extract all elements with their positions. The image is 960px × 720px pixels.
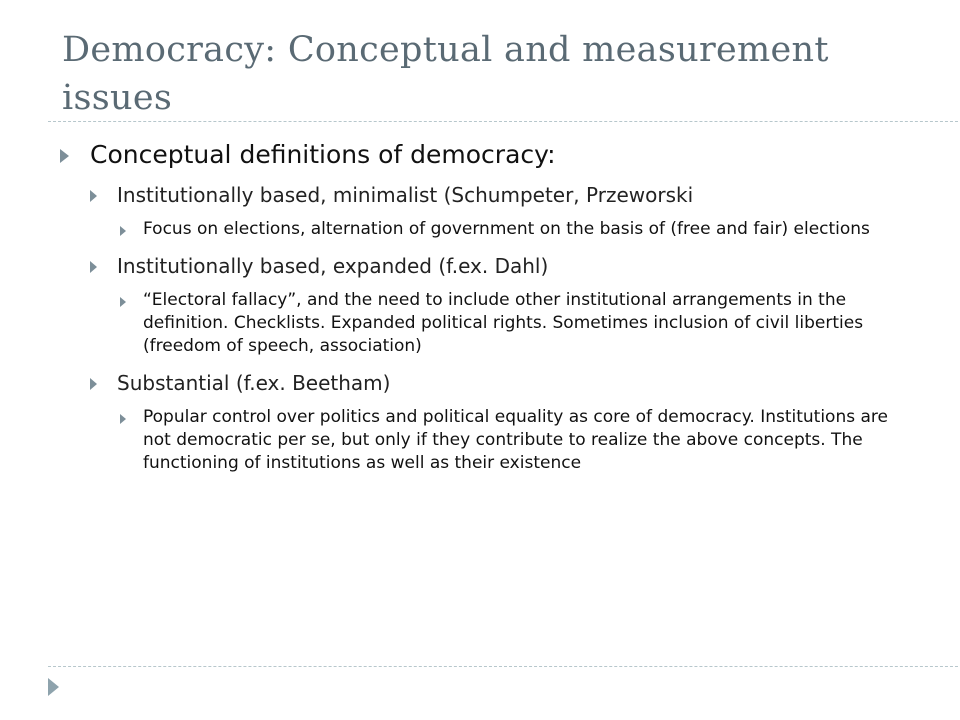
bullet-item-level-2 bbox=[58, 251, 918, 281]
slide-title: Democracy: Conceptual and measurement issues bbox=[62, 30, 829, 118]
bullet-text: “Electoral fallacy”, and the need to include other institutional arrangements in the definition. Checklists. Expanded political rights. Sometimes inclusion of civil liberties (freedom of speech, association) bbox=[143, 290, 864, 356]
bullet-item-level-3 bbox=[58, 406, 903, 475]
bullet-item-level-3 bbox=[58, 218, 903, 241]
footer-arrow-icon bbox=[48, 678, 59, 696]
triangle-bullet-icon bbox=[120, 414, 126, 424]
bullet-list bbox=[58, 138, 918, 485]
title-divider bbox=[48, 121, 960, 122]
bullet-item-level-2 bbox=[58, 180, 918, 210]
bullet-item-level-1 bbox=[58, 138, 918, 172]
bullet-text: Conceptual definitions of democracy: bbox=[90, 140, 556, 169]
triangle-bullet-icon bbox=[60, 149, 69, 163]
triangle-bullet-icon bbox=[90, 190, 97, 202]
triangle-bullet-icon bbox=[90, 378, 97, 390]
bullet-text: Substantial (f.ex. Beetham) bbox=[117, 371, 391, 395]
triangle-bullet-icon bbox=[120, 226, 126, 236]
triangle-bullet-icon bbox=[90, 261, 97, 273]
triangle-bullet-icon bbox=[120, 297, 126, 307]
bullet-text: Focus on elections, alternation of government on the basis of (free and fair) elections bbox=[143, 219, 870, 239]
bullet-text: Institutionally based, minimalist (Schumpeter, Przeworski bbox=[117, 183, 694, 207]
bullet-text: Institutionally based, expanded (f.ex. Dahl) bbox=[117, 254, 549, 278]
bullet-item-level-2 bbox=[58, 368, 918, 398]
footer-divider bbox=[48, 666, 960, 667]
bullet-item-level-3 bbox=[58, 289, 903, 358]
bullet-text: Popular control over politics and political equality as core of democracy. Institutions are not democratic per se, but only if they contribute to realize the above concepts. The functioning of institutions as well as their existence bbox=[143, 407, 888, 473]
